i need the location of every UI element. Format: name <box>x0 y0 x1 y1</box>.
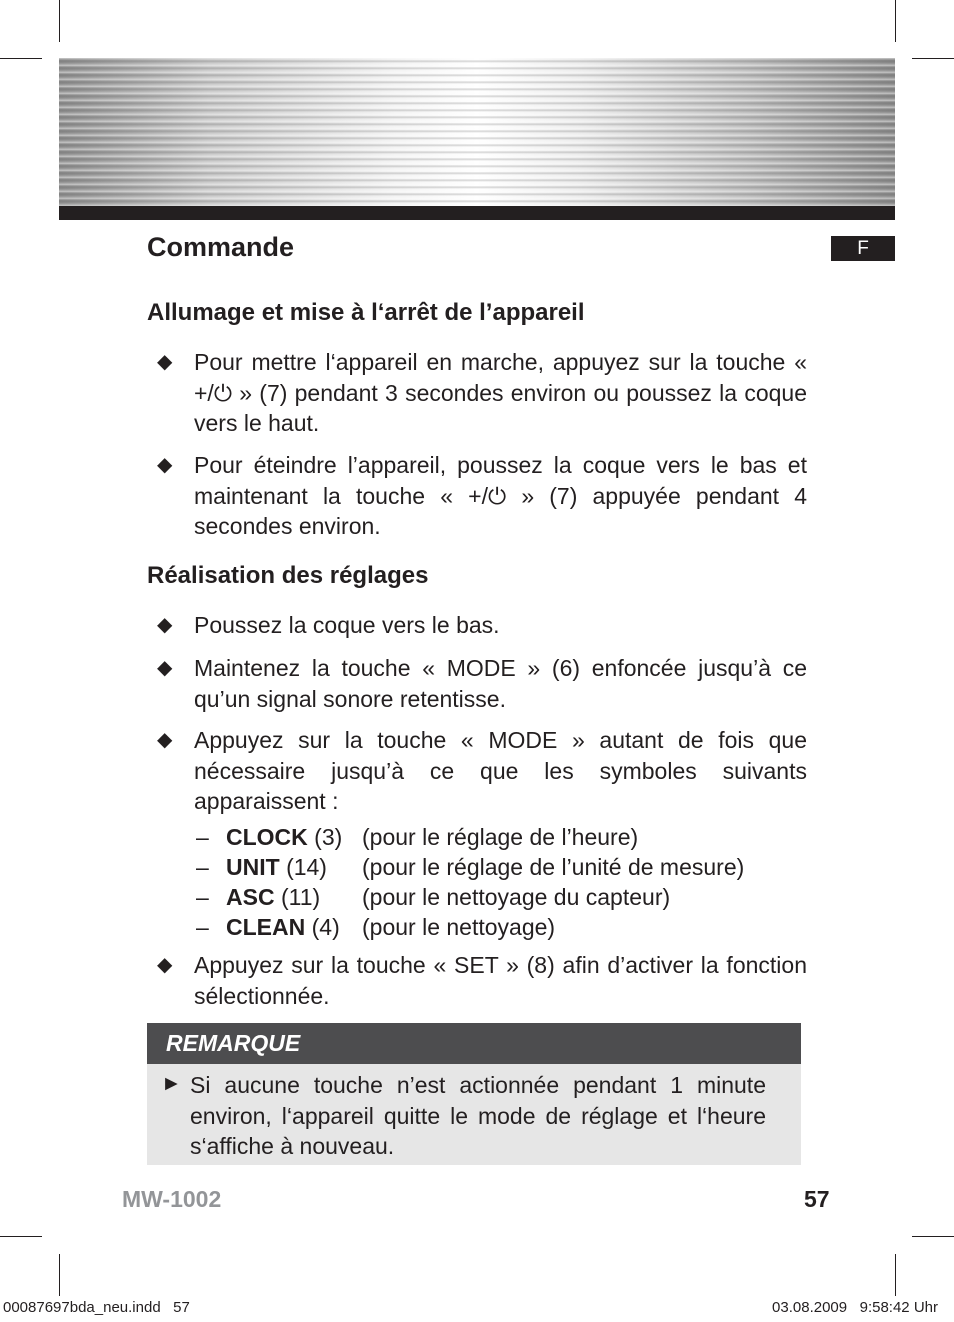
crop-mark-top-right-h <box>912 58 954 59</box>
symbol-ref: (14) <box>286 854 327 880</box>
list-item <box>157 450 807 542</box>
brushed-metal-banner <box>59 58 895 206</box>
diamond-bullet-icon: ◆ <box>157 729 173 751</box>
note-box <box>147 1064 801 1165</box>
symbol-ref: (11) <box>280 884 321 910</box>
page-number: 57 <box>804 1186 830 1212</box>
print-slug-file: 00087697bda_neu.indd 57 <box>3 1299 190 1316</box>
dash-icon: – <box>196 914 209 940</box>
symbol-description: (pour le nettoyage) <box>362 914 556 940</box>
crop-mark-bottom-left-v <box>59 1254 60 1296</box>
dash-icon: – <box>196 824 209 850</box>
list-item <box>157 653 807 714</box>
crop-mark-top-right-v <box>895 0 896 42</box>
diamond-bullet-icon: ◆ <box>157 454 173 476</box>
list-item-text: Pour mettre l‘appareil en marche, appuyez sur la touche « +/⏻ » (7) pendant 3 secondes environ ou poussez la coque vers le haut. <box>194 349 807 436</box>
symbol-name: UNIT <box>226 854 280 880</box>
note-text: Si aucune touche n’est actionnée pendant 1 minute environ, l‘appareil quitte le mode de réglage et l‘heure s‘affiche à nouveau. <box>190 1072 766 1159</box>
crop-mark-bottom-right-v <box>895 1254 896 1296</box>
dash-icon: – <box>196 854 209 880</box>
language-tab: F <box>831 236 895 261</box>
heading-power: Allumage et mise à l‘arrêt de l’appareil <box>147 299 585 326</box>
list-item-text: Pour éteindre l’appareil, poussez la coque vers le bas et maintenant la touche « +/⏻ » (7) appuyée pendant 4 secondes environ. <box>194 452 807 539</box>
arrow-right-icon: ► <box>161 1072 182 1095</box>
symbol-ref: (3) <box>314 824 343 850</box>
diamond-bullet-icon: ◆ <box>157 657 173 679</box>
diamond-bullet-icon: ◆ <box>157 954 173 976</box>
list-item-text: Appuyez sur la touche « MODE » autant de fois que nécessaire jusqu’à ce que les symboles suivants apparaissent : <box>194 727 807 814</box>
symbol-description: (pour le nettoyage du capteur) <box>362 884 671 910</box>
list-item <box>157 347 807 439</box>
dash-icon: – <box>196 884 209 910</box>
crop-mark-top-left-h <box>0 58 42 59</box>
print-slug-date: 03.08.2009 9:58:42 Uhr <box>772 1299 938 1316</box>
note-title: REMARQUE <box>147 1023 801 1064</box>
heading-settings: Réalisation des réglages <box>147 562 429 589</box>
crop-mark-top-left-v <box>59 0 60 42</box>
list-item-text: Poussez la coque vers le bas. <box>194 612 500 638</box>
symbol-name: ASC <box>226 884 275 910</box>
crop-mark-bottom-left-h <box>0 1236 42 1237</box>
symbol-description: (pour le réglage de l’heure) <box>362 824 639 850</box>
crop-mark-bottom-right-h <box>912 1236 954 1237</box>
section-title: Commande <box>147 232 295 262</box>
symbol-item <box>196 824 836 854</box>
banner-stripe <box>59 206 895 220</box>
diamond-bullet-icon: ◆ <box>157 351 173 373</box>
symbol-item <box>196 884 836 914</box>
list-item-text: Appuyez sur la touche « SET » (8) afin d’activer la fonction sélectionnée. <box>194 952 807 1009</box>
symbol-item <box>196 854 836 884</box>
symbol-ref: (4) <box>311 914 340 940</box>
symbol-item <box>196 914 836 944</box>
list-item <box>157 950 807 1011</box>
symbol-description: (pour le réglage de l’unité de mesure) <box>362 854 745 880</box>
footer-model: MW-1002 <box>122 1186 222 1212</box>
list-item <box>157 725 807 817</box>
list-item-text: Maintenez la touche « MODE » (6) enfoncée jusqu’à ce qu’un signal sonore retentisse. <box>194 655 807 712</box>
diamond-bullet-icon: ◆ <box>157 614 173 636</box>
symbol-name: CLEAN <box>226 914 306 940</box>
list-item <box>157 610 807 641</box>
symbol-name: CLOCK <box>226 824 308 850</box>
